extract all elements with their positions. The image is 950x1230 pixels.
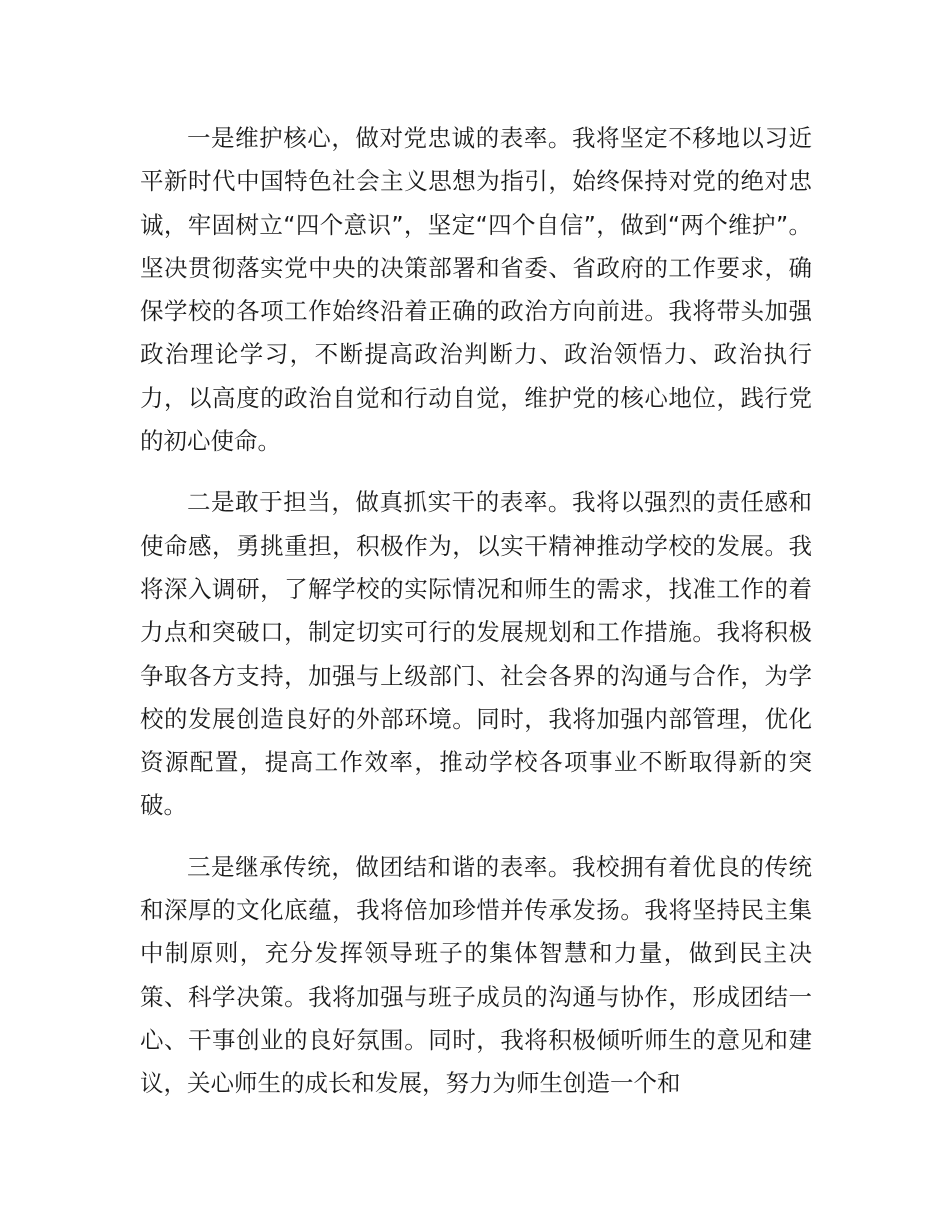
paragraph-3: 三是继承传统，做团结和谐的表率。我校拥有着优良的传统和深厚的文化底蕴，我将倍加珍惜并传承发扬。我将坚持民主集中制原则，充分发挥领导班子的集体智慧和力量，做到民主决策、科学决策。我将加强与班子成员的沟通与协作，形成团结一心、干事创业的良好氛围。同时，我将积极倾听师生的意见和建议，关心师生的成长和发展，努力为师生创造一个和: [140, 852, 812, 1098]
paragraph-2: 二是敢于担当，做真抓实干的表率。我将以强烈的责任感和使命感，勇挑重担，积极作为，以实干精神推动学校的发展。我将深入调研，了解学校的实际情况和师生的需求，找准工作的着力点和突破口，制定切实可行的发展规划和工作措施。我将积极争取各方支持，加强与上级部门、社会各界的沟通与合作，为学校的发展创造良好的外部环境。同时，我将加强内部管理，优化资源配置，提高工作效率，推动学校各项事业不断取得新的突破。: [140, 488, 812, 820]
document-body: [140, 117, 812, 1124]
paragraph-1: 一是维护核心，做对党忠诚的表率。我将坚定不移地以习近平新时代中国特色社会主义思想为指引，始终保持对党的绝对忠诚，牢固树立“四个意识”，坚定“四个自信”，做到“两个维护”。坚决贯彻落实党中央的决策部署和省委、省政府的工作要求，确保学校的各项工作始终沿着正确的政治方向前进。我将带头加强政治理论学习，不断提高政治判断力、政治领悟力、政治执行力，以高度的政治自觉和行动自觉，维护党的核心地位，践行党的初心使命。: [140, 124, 812, 456]
